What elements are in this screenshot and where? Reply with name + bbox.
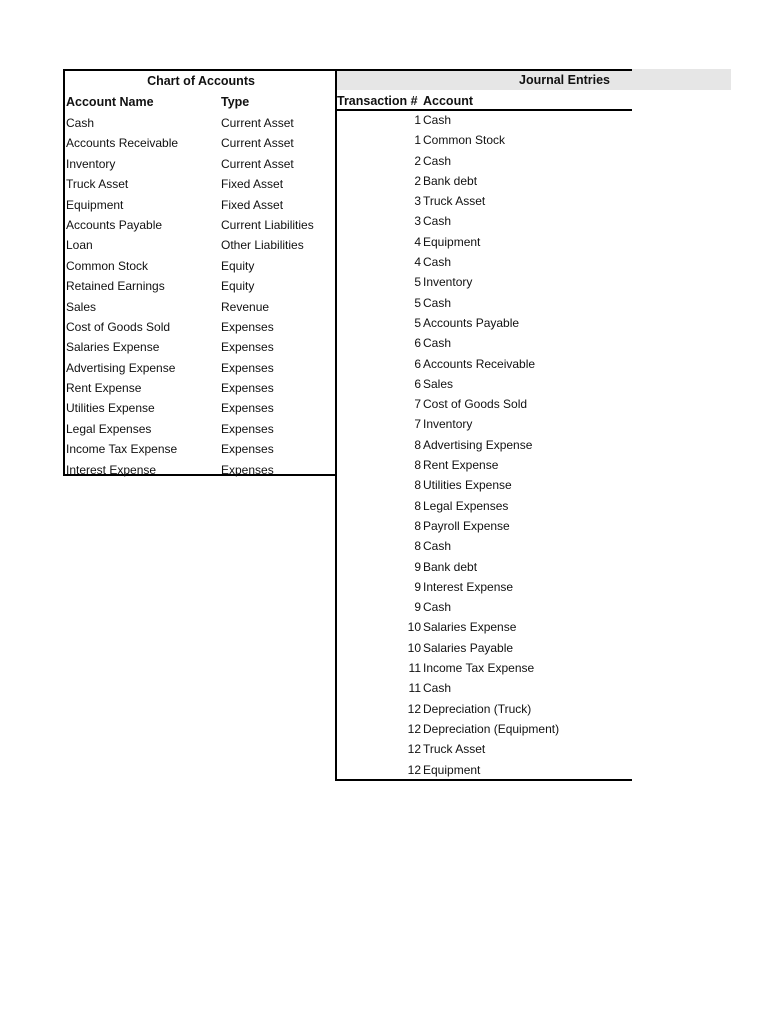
transaction-number-cell: 2 bbox=[414, 153, 421, 168]
account-cell: Cash bbox=[423, 336, 452, 351]
account-name-cell: Loan bbox=[66, 238, 93, 253]
table-row bbox=[337, 253, 632, 273]
transaction-number-cell: 12 bbox=[407, 721, 421, 736]
account-cell: Cash bbox=[423, 113, 452, 127]
table-row bbox=[337, 639, 632, 659]
table-row bbox=[337, 456, 632, 476]
account-cell: Common Stock bbox=[423, 133, 506, 148]
transaction-number-cell: 8 bbox=[414, 518, 421, 533]
transaction-number-cell: 6 bbox=[414, 356, 421, 371]
account-cell: Cost of Goods Sold bbox=[423, 397, 528, 412]
table-row bbox=[337, 314, 632, 334]
transaction-number-cell: 8 bbox=[414, 458, 421, 473]
table-row bbox=[65, 236, 335, 256]
table-row bbox=[65, 440, 335, 460]
account-name-cell: Advertising Expense bbox=[66, 360, 176, 375]
transaction-number-cell: 12 bbox=[407, 762, 421, 777]
chart-of-accounts-rows bbox=[65, 114, 335, 481]
table-row bbox=[337, 131, 632, 151]
type-header: Type bbox=[221, 95, 250, 109]
account-cell: Cash bbox=[423, 600, 452, 615]
table-row bbox=[65, 196, 335, 216]
transaction-number-cell: 5 bbox=[414, 295, 421, 310]
account-name-cell: Equipment bbox=[66, 197, 124, 212]
account-type-cell: Current Liabilities bbox=[221, 217, 314, 232]
account-type-cell: Other Liabilities bbox=[221, 238, 304, 253]
table-row bbox=[337, 334, 632, 354]
table-row bbox=[337, 740, 632, 760]
journal-entries-top-border bbox=[335, 69, 632, 71]
table-row bbox=[65, 359, 335, 379]
table-row bbox=[337, 395, 632, 415]
account-name-cell: Retained Earnings bbox=[66, 279, 165, 294]
table-row bbox=[337, 476, 632, 496]
account-cell: Truck Asset bbox=[423, 742, 486, 757]
transaction-number-header: Transaction # bbox=[337, 94, 418, 108]
account-cell: Cash bbox=[423, 214, 452, 229]
transaction-number-cell: 5 bbox=[414, 315, 421, 330]
table-row bbox=[337, 578, 632, 598]
account-type-cell: Equity bbox=[221, 258, 255, 273]
account-name-cell: Cash bbox=[66, 116, 95, 130]
account-cell: Cash bbox=[423, 295, 452, 310]
account-type-cell: Fixed Asset bbox=[221, 197, 284, 212]
account-type-cell: Expenses bbox=[221, 319, 274, 334]
account-name-cell: Utilities Expense bbox=[66, 401, 155, 416]
account-name-cell: Sales bbox=[66, 299, 97, 314]
transaction-number-cell: 6 bbox=[414, 336, 421, 351]
account-cell: Sales bbox=[423, 376, 454, 391]
chart-of-accounts-table bbox=[63, 69, 335, 476]
account-cell: Rent Expense bbox=[423, 458, 499, 473]
account-name-cell: Accounts Payable bbox=[66, 217, 163, 232]
account-cell: Cash bbox=[423, 153, 452, 168]
table-row bbox=[337, 497, 632, 517]
account-name-cell: Accounts Receivable bbox=[66, 136, 179, 151]
transaction-number-cell: 4 bbox=[414, 234, 421, 249]
account-name-cell: Cost of Goods Sold bbox=[66, 319, 171, 334]
account-cell: Equipment bbox=[423, 762, 481, 777]
transaction-number-cell: 4 bbox=[414, 255, 421, 270]
account-cell: Equipment bbox=[423, 234, 481, 249]
account-cell: Bank debt bbox=[423, 173, 478, 188]
table-row bbox=[65, 461, 335, 481]
table-row bbox=[65, 420, 335, 440]
account-name-cell: Interest Expense bbox=[66, 462, 157, 477]
table-row bbox=[337, 700, 632, 720]
account-cell: Bank debt bbox=[423, 559, 478, 574]
table-row bbox=[337, 233, 632, 253]
account-cell: Interest Expense bbox=[423, 579, 514, 594]
account-type-cell: Current Asset bbox=[221, 136, 294, 151]
table-row bbox=[65, 155, 335, 175]
table-row bbox=[337, 558, 632, 578]
table-row bbox=[65, 134, 335, 154]
account-type-cell: Current Asset bbox=[221, 116, 294, 130]
table-row bbox=[65, 175, 335, 195]
account-name-cell: Truck Asset bbox=[66, 177, 129, 192]
chart-of-accounts-title: Chart of Accounts bbox=[147, 74, 255, 88]
table-row bbox=[65, 216, 335, 236]
account-type-cell: Expenses bbox=[221, 381, 274, 396]
account-cell: Depreciation (Truck) bbox=[423, 701, 532, 716]
table-row bbox=[337, 415, 632, 435]
transaction-number-cell: 1 bbox=[414, 113, 421, 127]
account-type-cell: Revenue bbox=[221, 299, 270, 314]
table-row bbox=[337, 375, 632, 395]
table-row bbox=[65, 257, 335, 277]
transaction-number-cell: 12 bbox=[407, 701, 421, 716]
transaction-number-cell: 10 bbox=[407, 620, 421, 635]
transaction-number-cell: 8 bbox=[414, 539, 421, 554]
table-row bbox=[337, 598, 632, 618]
table-row bbox=[337, 436, 632, 456]
transaction-number-cell: 9 bbox=[414, 579, 421, 594]
account-type-cell: Expenses bbox=[221, 401, 274, 416]
account-cell: Utilities Expense bbox=[423, 478, 512, 493]
table-row bbox=[65, 338, 335, 358]
table-row bbox=[65, 318, 335, 338]
transaction-number-cell: 8 bbox=[414, 498, 421, 513]
transaction-number-cell: 5 bbox=[414, 275, 421, 290]
table-row bbox=[337, 192, 632, 212]
account-type-cell: Expenses bbox=[221, 340, 274, 355]
account-name-cell: Rent Expense bbox=[66, 381, 142, 396]
account-cell: Depreciation (Equipment) bbox=[423, 721, 560, 736]
account-cell: Advertising Expense bbox=[423, 437, 533, 452]
account-cell: Truck Asset bbox=[423, 194, 486, 209]
account-cell: Cash bbox=[423, 539, 452, 554]
table-row bbox=[337, 111, 632, 131]
journal-entries-bottom-border bbox=[335, 779, 632, 781]
table-row bbox=[337, 152, 632, 172]
transaction-number-cell: 10 bbox=[407, 640, 421, 655]
table-row bbox=[337, 273, 632, 293]
transaction-number-cell: 8 bbox=[414, 478, 421, 493]
transaction-number-cell: 7 bbox=[414, 417, 421, 432]
account-type-cell: Expenses bbox=[221, 421, 274, 436]
transaction-number-cell: 6 bbox=[414, 376, 421, 391]
account-cell: Payroll Expense bbox=[423, 518, 510, 533]
transaction-number-cell: 12 bbox=[407, 742, 421, 757]
table-row bbox=[65, 399, 335, 419]
account-cell: Cash bbox=[423, 681, 452, 696]
table-row bbox=[337, 212, 632, 232]
account-name-cell: Inventory bbox=[66, 156, 116, 171]
account-type-cell: Equity bbox=[221, 279, 255, 294]
account-cell: Legal Expenses bbox=[423, 498, 509, 513]
transaction-number-cell: 9 bbox=[414, 600, 421, 615]
account-type-cell: Expenses bbox=[221, 462, 274, 477]
account-cell: Salaries Payable bbox=[423, 640, 514, 655]
transaction-number-cell: 3 bbox=[414, 194, 421, 209]
account-cell: Accounts Payable bbox=[423, 315, 520, 330]
account-type-cell: Expenses bbox=[221, 442, 274, 457]
account-type-cell: Expenses bbox=[221, 360, 274, 375]
transaction-number-cell: 11 bbox=[408, 681, 421, 696]
account-cell: Inventory bbox=[423, 275, 473, 290]
table-row bbox=[337, 618, 632, 638]
transaction-number-cell: 2 bbox=[414, 173, 421, 188]
account-header: Account bbox=[423, 94, 473, 108]
table-row bbox=[337, 720, 632, 740]
table-row bbox=[65, 298, 335, 318]
table-row bbox=[337, 537, 632, 557]
account-type-cell: Current Asset bbox=[221, 156, 294, 171]
table-row bbox=[65, 277, 335, 297]
account-name-header: Account Name bbox=[66, 95, 154, 109]
table-row bbox=[337, 355, 632, 375]
transaction-number-cell: 9 bbox=[414, 559, 421, 574]
account-name-cell: Common Stock bbox=[66, 258, 149, 273]
account-cell: Salaries Expense bbox=[423, 620, 517, 635]
table-row bbox=[337, 659, 632, 679]
journal-entries-rows bbox=[337, 111, 632, 781]
transaction-number-cell: 7 bbox=[414, 397, 421, 412]
table-row bbox=[65, 114, 335, 134]
account-type-cell: Fixed Asset bbox=[221, 177, 284, 192]
transaction-number-cell: 8 bbox=[414, 437, 421, 452]
account-name-cell: Income Tax Expense bbox=[66, 442, 178, 457]
table-row bbox=[337, 172, 632, 192]
account-cell: Accounts Receivable bbox=[423, 356, 536, 371]
table-row bbox=[337, 294, 632, 314]
table-row bbox=[337, 679, 632, 699]
transaction-number-cell: 3 bbox=[414, 214, 421, 229]
account-name-cell: Legal Expenses bbox=[66, 421, 152, 436]
journal-entries-title: Journal Entries bbox=[519, 73, 610, 87]
transaction-number-cell: 11 bbox=[408, 661, 421, 676]
table-row bbox=[337, 517, 632, 537]
account-cell: Income Tax Expense bbox=[423, 661, 535, 676]
account-cell: Inventory bbox=[423, 417, 473, 432]
transaction-number-cell: 1 bbox=[414, 133, 421, 148]
account-name-cell: Salaries Expense bbox=[66, 340, 160, 355]
table-row bbox=[65, 379, 335, 399]
table-row bbox=[337, 761, 632, 781]
account-cell: Cash bbox=[423, 255, 452, 270]
